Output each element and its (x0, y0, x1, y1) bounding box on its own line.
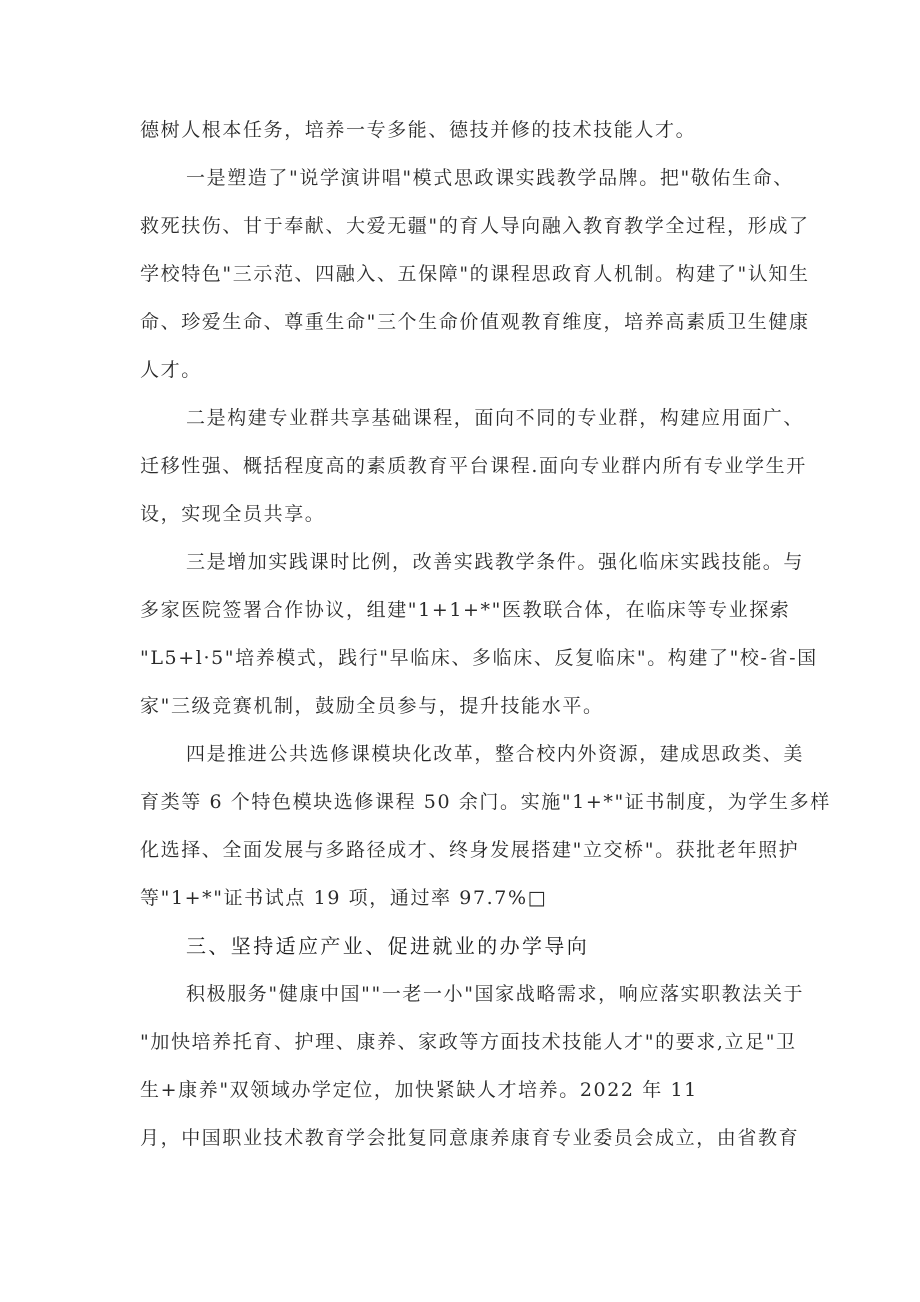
paragraph-line: 人才。 (140, 359, 202, 381)
paragraph-line: 二是构建专业群共享基础课程，面向不同的专业群，构建应用面广、 (186, 407, 805, 429)
paragraph-line: 四是推进公共选修课模块化改革，整合校内外资源，建成思政类、美 (186, 743, 805, 765)
paragraph-line: "加快培养托育、护理、康养、家政等方面技术技能人才"的要求,立足"卫 (140, 1031, 797, 1053)
section-heading: 三、坚持适应产业、促进就业的办学导向 (186, 934, 590, 958)
paragraph-line: "L5+l·5"培养模式，践行"早临床、多临床、反复临床"。构建了"校-省-国 (140, 647, 818, 669)
paragraph-line: 月，中国职业技术教育学会批复同意康养康育专业委员会成立，由省教育 (140, 1127, 800, 1149)
paragraph-line: 三是增加实践课时比例，改善实践教学条件。强化临床实践技能。与 (186, 551, 805, 573)
paragraph-line: 德树人根本任务，培养一专多能、德技并修的技术技能人才。 (140, 119, 697, 141)
paragraph-line: 积极服务"健康中国""一老一小"国家战略需求，响应落实职教法关于 (186, 983, 805, 1005)
paragraph-line: 育类等 6 个特色模块选修课程 50 余门。实施"1+*"证书制度，为学生多样 (140, 791, 831, 813)
paragraph-line: 一是塑造了"说学演讲唱"模式思政课实践教学品牌。把"敬佑生命、 (186, 167, 794, 189)
paragraph-line: 等"1+*"证书试点 19 项，通过率 97.7%□ (140, 887, 548, 909)
paragraph-line: 迁移性强、概括程度高的素质教育平台课程.面向专业群内所有专业学生开 (140, 455, 807, 477)
paragraph-line: 学校特色"三示范、四融入、五保障"的课程思政育人机制。构建了"认知生 (140, 263, 810, 285)
paragraph-line: 化选择、全面发展与多路径成才、终身发展搭建"立交桥"。获批老年照护 (140, 839, 800, 861)
paragraph-line: 救死扶伤、甘于奉献、大爱无疆"的育人导向融入教育教学全过程，形成了 (140, 215, 810, 237)
paragraph-line: 多家医院签署合作协议，组建"1+1+*"医教联合体，在临床等专业探索 (140, 599, 791, 621)
paragraph-line: 家"三级竞赛机制，鼓励全员参与，提升技能水平。 (140, 695, 604, 717)
paragraph-line: 设，实现全员共享。 (140, 503, 326, 525)
paragraph-line: 生+康养"双领域办学定位，加快紧缺人才培养。2022 年 11 (140, 1079, 698, 1101)
paragraph-line: 命、珍爱生命、尊重生命"三个生命价值观教育维度，培养高素质卫生健康 (140, 311, 810, 333)
